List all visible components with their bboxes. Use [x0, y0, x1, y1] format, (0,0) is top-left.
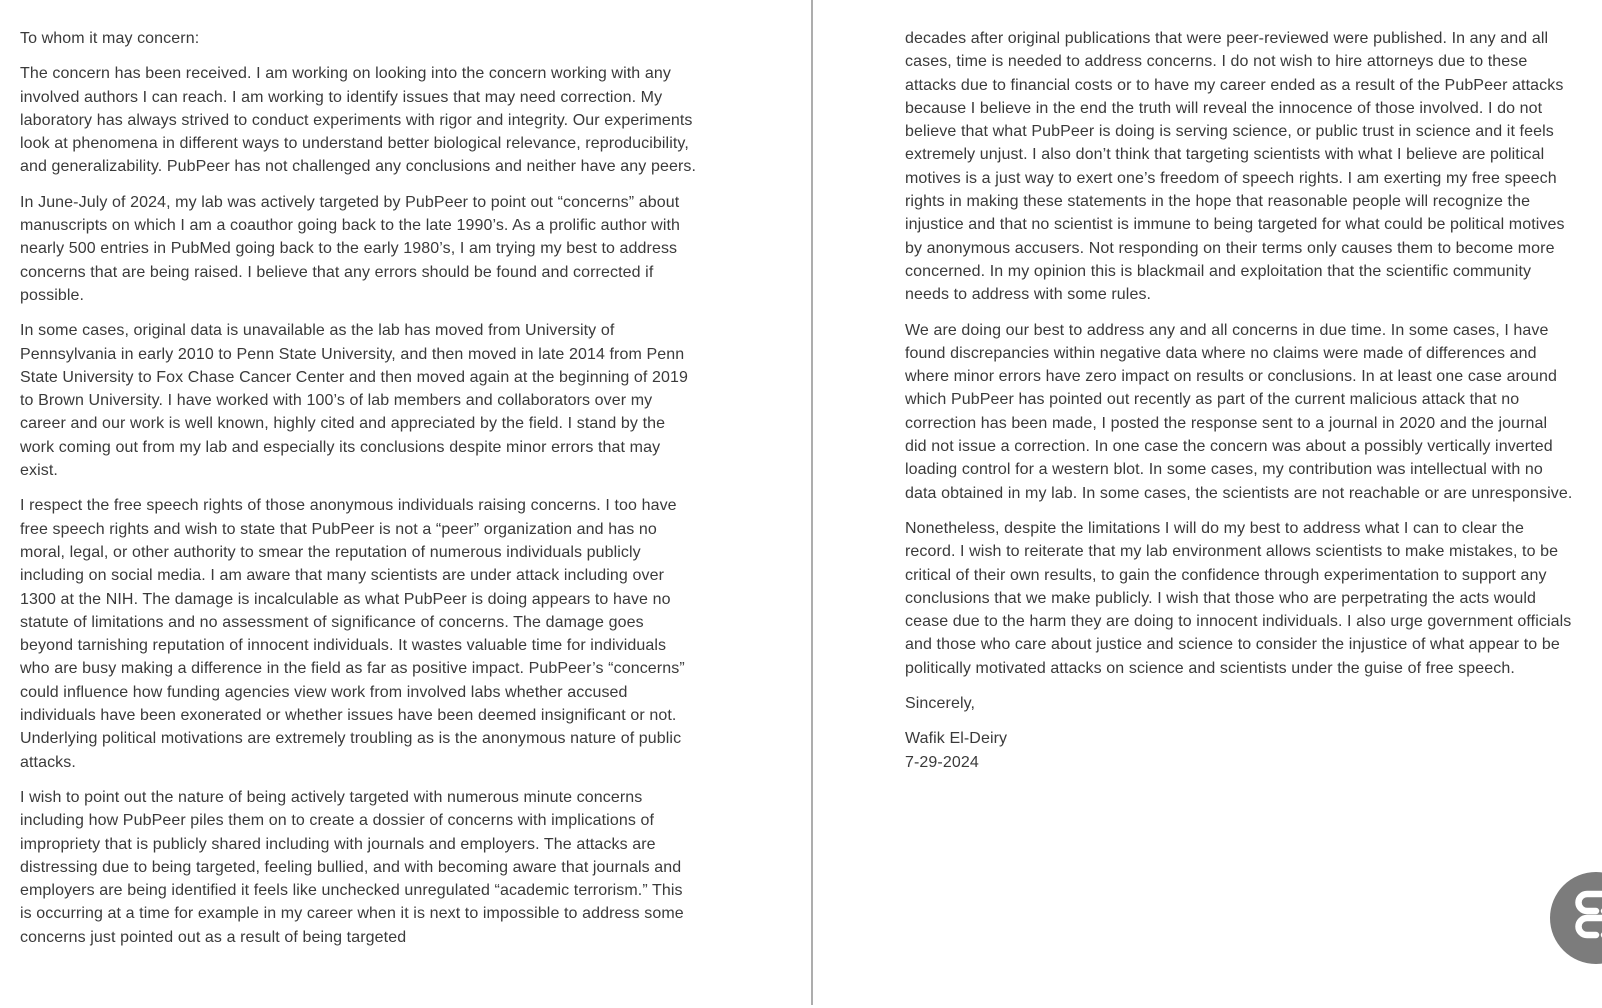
salutation: To whom it may concern: — [20, 30, 200, 47]
publisher-logo-icon[interactable] — [1550, 872, 1602, 964]
paragraph: In some cases, original data is unavailable as the lab has moved from University of Pennsylvania in early 2010 to Penn State University, and then moved in late 2014 from Penn State University to Fox Chase Cancer Center and then moved again at the beginning of 2019 to Brown University. I have worked with 100’s of lab members and collaborators over my career and our work is well known, highly cited and appreciated by the field. I stand by the work coming out from my lab and especially its conclusions despite minor errors that may exist. — [20, 322, 688, 480]
publisher-logo-graphic — [1550, 872, 1602, 964]
letter-right-column — [905, 27, 1573, 774]
paragraph: In June-July of 2024, my lab was actively targeted by PubPeer to point out “concerns” about manuscripts on which I am a coauthor going back to the late 1990’s. As a prolific author with nearly 500 entries in PubMed going back to the early 1980’s, I am trying my best to address concerns that are being raised. I believe that any errors should be found and corrected if possible. — [20, 193, 681, 304]
paragraph: The concern has been received. I am working on looking into the concern working with any involved authors I can reach. I am working to identify issues that may need correction. My laboratory has always strived to conduct experiments with rigor and integrity. Our experiments look at phenomena in different ways to understand better biological relevance, reproducibility, and generalizability. PubPeer has not challenged any conclusions and neither have any peers. — [20, 65, 697, 176]
paragraph: Nonetheless, despite the limitations I will do my best to address what I can to clear the record. I wish to reiterate that my lab environment allows scientists to make mistakes, to be critical of their own results, to gain the confidence through experimentation to support any conclusions that we make publicly. I wish that those who are perpetrating the acts would cease due to the harm they are doing to innocent individuals. I also urge government officials and those who care about justice and science to consider the injustice of what appear to be politically motivated attacks on science and scientists under the guise of free speech. — [905, 519, 1572, 677]
paragraph: I wish to point out the nature of being actively targeted with numerous minute concerns including how PubPeer piles them on to create a dossier of concerns with implications of impropriety that is publicly shared including with journals and employers. The attacks are distressing due to being targeted, feeling bullied, and with becoming aware that journals and employers are being identified it feels like unchecked unregulated “academic terrorism.” This is occurring at a time for example in my career when it is next to impossible to address some concerns just pointed out as a result of being targeted — [20, 788, 684, 946]
closing: Sincerely, — [905, 695, 976, 713]
page-divider — [811, 0, 813, 1005]
paragraph: I respect the free speech rights of those anonymous individuals raising concerns. I too have free speech rights and wish to state that PubPeer is not a “peer” organization and has no moral, legal, or other authority to smear the reputation of numerous individuals publicly including on social media. I am aware that many scientists are under attack including over 1300 at the NIH. The damage is incalculable as what PubPeer is doing appears to have no statute of limitations and no assessment of significance of concerns. The damage goes beyond tarnishing reputation of innocent individuals. It wastes valuable time for individuals who are busy making a difference in the field as far as positive impact. PubPeer’s “concerns” could influence how funding agencies view work from involved labs whether accused individuals have been exonerated or whether issues have been deemed insignificant or not. Underlying political motivations are extremely troubling as is the anonymous nature of public attacks. — [20, 497, 685, 771]
signature-block — [905, 727, 1573, 774]
signature-name: Wafik El-Deiry — [905, 730, 1008, 748]
paragraph: We are doing our best to address any and all concerns in due time. In some cases, I have found discrepancies within negative data where no claims were made of differences and where minor errors have zero impact on results or conclusions. In at least one case around which PubPeer has pointed out recently as part of the current malicious attack that no correction has been made, I posted the response sent to a journal in 2020 and the journal did not issue a correction. In one case the concern was about a possibly vertically inverted loading control for a western blot. In some cases, my contribution was intellectual with no data obtained in my lab. In some cases, the scientists are not reachable or are unresponsive. — [905, 321, 1573, 502]
letter-left-column — [20, 27, 696, 961]
signature-date: 7-29-2024 — [905, 753, 979, 771]
paragraph: decades after original publications that were peer-reviewed were published. In any and all cases, time is needed to address concerns. I do not wish to hire attorneys due to these attacks due to financial costs or to have my career ended as a result of the PubPeer attacks because I believe in the end the truth will reveal the innocence of those involved. I do not believe that what PubPeer is doing is serving science, or public trust in science and it feels extremely unjust. I also don’t think that targeting scientists with what I believe are political motives is a just way to exert one’s freedom of speech rights. I am exerting my free speech rights in making these statements in the hope that reasonable people will recognize the injustice and that no scientist is immune to being targeted for what could be political motives by anonymous accusers. Not responding on their terms only causes them to become more concerned. In my opinion this is blackmail and exploitation that the scientific community needs to address with some rules. — [905, 30, 1565, 304]
